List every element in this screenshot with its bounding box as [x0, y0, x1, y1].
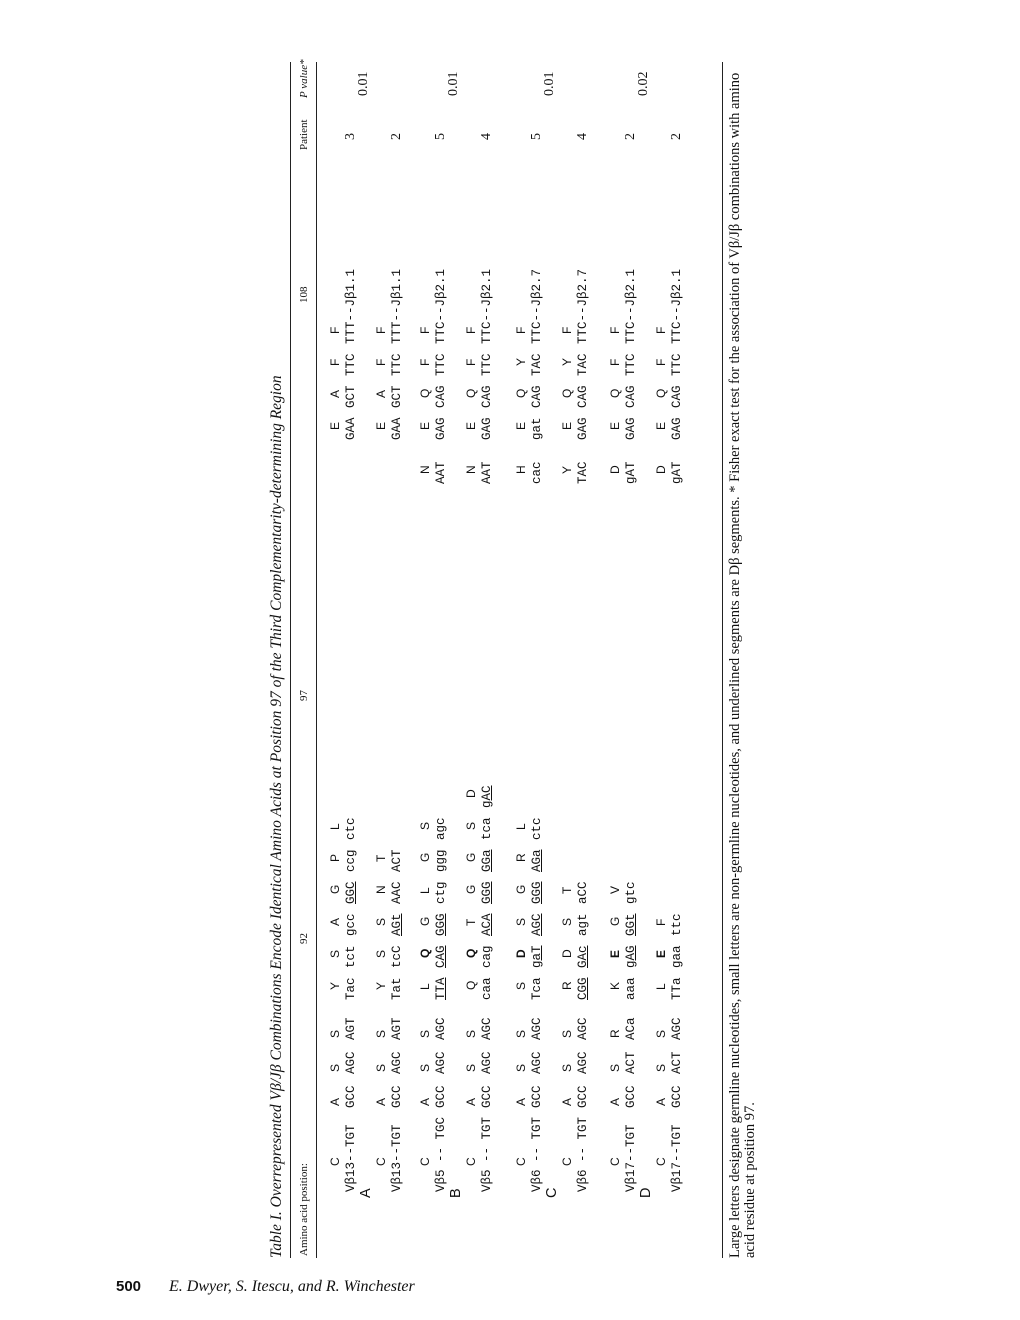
codon: CAG	[434, 385, 448, 408]
amino-acid: E	[418, 421, 432, 430]
codon: AGC	[530, 1017, 544, 1040]
codon: ACT	[390, 849, 404, 872]
amino-acid: Y	[328, 981, 342, 990]
codon: AGC	[480, 1017, 494, 1040]
header-p-value: P value*	[298, 59, 310, 98]
amino-acid: S	[464, 1063, 478, 1072]
amino-acid: S	[464, 821, 478, 830]
j-segment: TTC--Jβ2.7	[530, 268, 544, 344]
j-segment: TTC--Jβ2.1	[480, 268, 494, 344]
amino-acid: A	[560, 1097, 574, 1106]
codon: TAC	[576, 353, 590, 376]
amino-acid: C	[464, 1157, 478, 1166]
amino-acid: S	[418, 1063, 432, 1072]
codon: gAC	[480, 785, 494, 808]
table-footnote: Large letters designate germline nucleotides, small letters are non-germline nucleotides, and underlined segments are Dβ segments. * Fisher exact test for the association of Vβ/Jβ combinations with amino acid residue at position 97.	[727, 72, 758, 1258]
p-value: 0.01	[542, 71, 557, 96]
amino-acid: S	[514, 917, 528, 926]
codon: TTA	[434, 977, 448, 1000]
codon: ACA	[480, 913, 494, 936]
amino-acid: F	[374, 358, 388, 366]
codon: caa	[480, 977, 494, 1000]
amino-acid: Q	[514, 388, 528, 398]
amino-acid: S	[608, 1063, 622, 1072]
codon: TAC	[576, 461, 590, 484]
amino-acid: Q	[464, 980, 478, 990]
codon: CAG	[670, 385, 684, 408]
codon: aCC	[576, 881, 590, 904]
amino-acid: R	[514, 853, 528, 862]
amino-acid: F	[654, 918, 668, 926]
codon: GAA	[344, 417, 358, 440]
codon: CAG	[530, 385, 544, 408]
amino-acid: E	[514, 421, 528, 430]
amino-acid: P	[328, 853, 342, 862]
amino-acid: T	[560, 886, 574, 894]
amino-acid: F	[608, 358, 622, 366]
codon: GCC	[670, 1085, 684, 1108]
page-footer	[116, 1278, 415, 1296]
codon: TTC	[344, 353, 358, 376]
amino-acid: F	[608, 326, 622, 334]
amino-acid: C	[608, 1157, 622, 1166]
running-authors: E. Dwyer, S. Itescu, and R. Winchester	[169, 1278, 415, 1295]
codon: GAG	[434, 417, 448, 440]
codon: tcC	[390, 945, 404, 968]
amino-acid: F	[560, 326, 574, 334]
v-segment: Vβ6 -- TGT	[530, 1116, 544, 1192]
amino-acid: F	[514, 326, 528, 334]
codon: GCC	[480, 1085, 494, 1108]
group-label: A	[358, 1188, 374, 1198]
patient-count: 2	[669, 133, 684, 140]
amino-acid: F	[654, 358, 668, 366]
patient-count: 3	[343, 133, 358, 140]
codon: AGC	[480, 1051, 494, 1074]
header-amino-acid-position: Amino acid position:	[298, 1163, 310, 1256]
table-top-rule	[290, 62, 291, 1258]
amino-acid: F	[328, 326, 342, 334]
amino-acid: S	[418, 821, 432, 830]
header-position-97: 97	[298, 690, 310, 701]
patient-count: 4	[479, 133, 494, 140]
codon: Tac	[344, 977, 358, 1000]
header-position-92: 92	[298, 933, 310, 944]
header-rule	[316, 62, 317, 1258]
codon: cag	[480, 945, 494, 968]
header-position-108: 108	[298, 286, 310, 303]
rotated-table	[268, 59, 768, 1258]
amino-acid: N	[464, 465, 478, 474]
codon: cac	[530, 461, 544, 484]
amino-acid: A	[418, 1097, 432, 1106]
codon: AGT	[390, 1017, 404, 1040]
amino-acid: Q	[560, 388, 574, 398]
codon: AGC	[530, 913, 544, 936]
codon: AGC	[670, 1017, 684, 1040]
amino-acid: S	[514, 981, 528, 990]
header-patient: Patient	[298, 119, 310, 150]
codon: AGC	[344, 1051, 358, 1074]
amino-acid: C	[560, 1157, 574, 1166]
codon: gat	[530, 417, 544, 440]
amino-acid: K	[608, 981, 622, 990]
codon: GGG	[434, 913, 448, 936]
amino-acid: A	[374, 1097, 388, 1106]
amino-acid: Q	[654, 388, 668, 398]
amino-acid: S	[560, 917, 574, 926]
codon: GGC	[344, 881, 358, 904]
amino-acid: E	[560, 421, 574, 430]
amino-acid: E	[608, 949, 622, 958]
patient-count: 4	[575, 133, 590, 140]
codon: GAA	[390, 417, 404, 440]
v-segment: Vβ17--TGT	[624, 1124, 638, 1192]
amino-acid: Y	[560, 357, 574, 366]
amino-acid: E	[654, 421, 668, 430]
amino-acid: S	[560, 1063, 574, 1072]
amino-acid: Y	[560, 465, 574, 474]
codon: TTC	[624, 353, 638, 376]
amino-acid: G	[418, 916, 432, 926]
amino-acid: V	[608, 885, 622, 894]
codon: GCT	[344, 385, 358, 408]
v-segment: Vβ5 -- TGC	[434, 1116, 448, 1192]
amino-acid: F	[654, 326, 668, 334]
codon: ctc	[344, 817, 358, 840]
amino-acid: A	[374, 389, 388, 398]
codon: Tca	[530, 977, 544, 1000]
codon: AAT	[480, 461, 494, 484]
codon: GAG	[624, 417, 638, 440]
v-segment: Vβ5 -- TGT	[480, 1116, 494, 1192]
patient-count: 5	[433, 133, 448, 140]
codon: ccg	[344, 849, 358, 872]
amino-acid: Q	[608, 388, 622, 398]
amino-acid: Y	[514, 357, 528, 366]
amino-acid: S	[374, 1063, 388, 1072]
amino-acid: E	[374, 421, 388, 430]
amino-acid: S	[374, 949, 388, 958]
codon: ACT	[624, 1051, 638, 1074]
codon: AGC	[576, 1051, 590, 1074]
codon: CAG	[480, 385, 494, 408]
j-segment: TTC--Jβ2.1	[624, 268, 638, 344]
codon: Tat	[390, 977, 404, 1000]
amino-acid: A	[328, 389, 342, 398]
codon: gaT	[530, 945, 544, 968]
amino-acid: N	[418, 465, 432, 474]
table-bottom-rule	[722, 62, 723, 1258]
codon: TTC	[434, 353, 448, 376]
amino-acid: C	[418, 1157, 432, 1166]
codon: gAT	[624, 461, 638, 484]
codon: CAG	[434, 945, 448, 968]
amino-acid: S	[374, 1029, 388, 1038]
amino-acid: A	[608, 1097, 622, 1106]
codon: GCT	[390, 385, 404, 408]
codon: gcc	[344, 913, 358, 936]
amino-acid: L	[328, 823, 342, 830]
codon: CGG	[576, 977, 590, 1000]
codon: GGa	[480, 849, 494, 872]
codon: TTa	[670, 977, 684, 1000]
amino-acid: C	[328, 1157, 342, 1166]
v-segment: Vβ13--TGT	[344, 1124, 358, 1192]
codon: ACT	[670, 1051, 684, 1074]
amino-acid: L	[418, 983, 432, 990]
j-segment: TTC--Jβ2.7	[576, 268, 590, 344]
v-segment: Vβ17--TGT	[670, 1124, 684, 1192]
amino-acid: R	[608, 1029, 622, 1038]
amino-acid: A	[464, 1097, 478, 1106]
codon: TTC	[390, 353, 404, 376]
codon: AGC	[530, 1051, 544, 1074]
amino-acid: L	[654, 983, 668, 990]
v-segment: Vβ13--TGT	[390, 1124, 404, 1192]
patient-count: 2	[623, 133, 638, 140]
group-label: D	[638, 1187, 654, 1198]
amino-acid: F	[328, 358, 342, 366]
amino-acid: D	[464, 789, 478, 798]
codon: AGC	[434, 1051, 448, 1074]
codon: tca	[480, 817, 494, 840]
codon: AGa	[530, 849, 544, 872]
v-segment: Vβ6 -- TGT	[576, 1116, 590, 1192]
codon: GCC	[390, 1085, 404, 1108]
patient-count: 2	[389, 133, 404, 140]
codon: agc	[434, 817, 448, 840]
amino-acid: F	[418, 326, 432, 334]
amino-acid: Y	[374, 981, 388, 990]
amino-acid: S	[328, 1063, 342, 1072]
codon: ACa	[624, 1017, 638, 1040]
codon: ctc	[530, 817, 544, 840]
amino-acid: Q	[464, 388, 478, 398]
amino-acid: E	[608, 421, 622, 430]
j-segment: TTC--Jβ2.1	[434, 268, 448, 344]
codon: GAG	[576, 417, 590, 440]
amino-acid: F	[374, 326, 388, 334]
amino-acid: G	[464, 852, 478, 862]
codon: AGC	[576, 1017, 590, 1040]
amino-acid: S	[418, 1029, 432, 1038]
codon: AAT	[434, 461, 448, 484]
amino-acid: A	[328, 917, 342, 926]
codon: gAG	[624, 945, 638, 968]
amino-acid: F	[418, 358, 432, 366]
codon: CAG	[576, 385, 590, 408]
codon: GCC	[624, 1085, 638, 1108]
amino-acid: Q	[418, 948, 432, 958]
codon: TTC	[480, 353, 494, 376]
codon: GCC	[530, 1085, 544, 1108]
amino-acid: G	[328, 884, 342, 894]
amino-acid: F	[464, 326, 478, 334]
codon: GAG	[670, 417, 684, 440]
j-segment: TTC--Jβ2.1	[670, 268, 684, 344]
codon: ggg	[434, 849, 448, 872]
amino-acid: Q	[464, 948, 478, 958]
codon: TAC	[530, 353, 544, 376]
p-value: 0.02	[636, 71, 651, 96]
codon: CAG	[624, 385, 638, 408]
codon: gAT	[670, 461, 684, 484]
amino-acid: R	[560, 981, 574, 990]
amino-acid: L	[514, 823, 528, 830]
amino-acid: S	[560, 1029, 574, 1038]
amino-acid: C	[654, 1157, 668, 1166]
amino-acid: S	[464, 1029, 478, 1038]
group-label: B	[448, 1188, 464, 1198]
codon: GGt	[624, 913, 638, 936]
amino-acid: G	[514, 884, 528, 894]
group-label: C	[544, 1187, 560, 1198]
amino-acid: F	[464, 358, 478, 366]
amino-acid: T	[464, 918, 478, 926]
p-value: 0.01	[356, 71, 371, 96]
amino-acid: C	[374, 1157, 388, 1166]
amino-acid: S	[328, 1029, 342, 1038]
codon: TTC	[670, 353, 684, 376]
codon: ttc	[670, 913, 684, 936]
codon: gtc	[624, 881, 638, 904]
codon: AGC	[390, 1051, 404, 1074]
amino-acid: N	[374, 885, 388, 894]
codon: GCC	[576, 1085, 590, 1108]
codon: AGC	[434, 1017, 448, 1040]
codon: ctg	[434, 881, 448, 904]
amino-acid: A	[514, 1097, 528, 1106]
amino-acid: S	[654, 1029, 668, 1038]
codon: aaa	[624, 977, 638, 1000]
amino-acid: L	[418, 887, 432, 894]
page-number: 500	[116, 1278, 142, 1295]
codon: GCC	[344, 1085, 358, 1108]
amino-acid: E	[654, 949, 668, 958]
amino-acid: G	[418, 852, 432, 862]
codon: AAC	[390, 881, 404, 904]
amino-acid: D	[654, 465, 668, 474]
codon: AGt	[390, 913, 404, 936]
amino-acid: E	[464, 421, 478, 430]
codon: gaa	[670, 945, 684, 968]
j-segment: TTT--Jβ1.1	[344, 268, 358, 344]
amino-acid: S	[514, 1029, 528, 1038]
amino-acid: S	[328, 949, 342, 958]
amino-acid: G	[464, 884, 478, 894]
p-value: 0.01	[446, 71, 461, 96]
amino-acid: T	[374, 854, 388, 862]
amino-acid: G	[608, 916, 622, 926]
amino-acid: D	[514, 949, 528, 958]
codon: GCC	[434, 1085, 448, 1108]
codon: GGG	[480, 881, 494, 904]
codon: AGT	[344, 1017, 358, 1040]
j-segment: TTT--Jβ1.1	[390, 268, 404, 344]
amino-acid: C	[514, 1157, 528, 1166]
codon: GAc	[576, 945, 590, 968]
amino-acid: A	[654, 1097, 668, 1106]
codon: tct	[344, 945, 358, 968]
amino-acid: D	[608, 465, 622, 474]
codon: agt	[576, 913, 590, 936]
amino-acid: H	[514, 465, 528, 474]
amino-acid: S	[514, 1063, 528, 1072]
codon: GAG	[480, 417, 494, 440]
amino-acid: E	[328, 421, 342, 430]
amino-acid: S	[374, 917, 388, 926]
codon: GGG	[530, 881, 544, 904]
amino-acid: Q	[418, 388, 432, 398]
patient-count: 5	[529, 133, 544, 140]
table-caption: Table I. Overrepresented Vβ/Jβ Combinations Encode Identical Amino Acids at Position 97 of the Third Complementarity-determining Region	[268, 375, 285, 1258]
amino-acid: A	[328, 1097, 342, 1106]
amino-acid: D	[560, 949, 574, 958]
amino-acid: S	[654, 1063, 668, 1072]
